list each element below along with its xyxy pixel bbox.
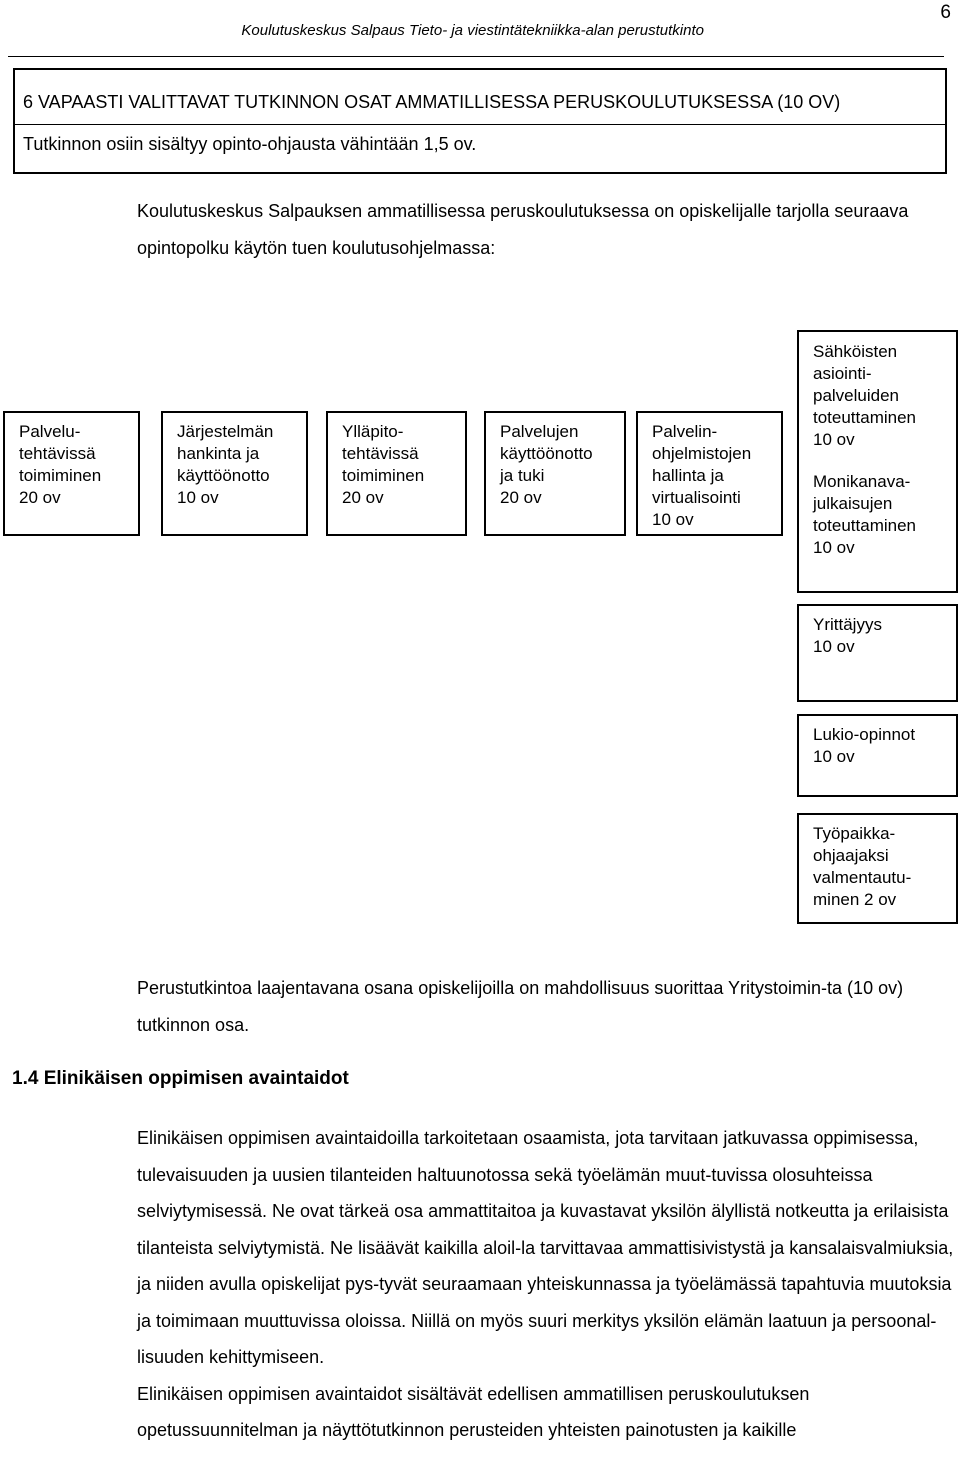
side-box-entrepreneurship [797, 604, 958, 702]
side-box-label: Yrittäjyys 10 ov [813, 615, 882, 656]
side-box-digital-services [797, 330, 958, 593]
section-subtitle: Tutkinnon osiin sisältyy opinto-ohjausta vähintään 1,5 ov. [23, 134, 477, 154]
intro-paragraph: Koulutuskeskus Salpauksen ammatillisessa peruskoulutuksessa on opiskelijalle tarjolla seuraava opintopolku käytön tuen koulutusohjelmassa: [137, 201, 909, 258]
running-header: Koulutuskeskus Salpaus Tieto- ja viestintätekniikka-alan perustutkinto [241, 22, 704, 39]
extension-note: Perustutkintoa laajentavana osana opiskelijoilla on mahdollisuus suorittaa Yritystoimin-ta (10 ov) tutkinnon osa. [137, 978, 904, 1035]
side-box-label: Työpaikka- ohjaajaksi valmentautu- minen 2 ov [813, 824, 912, 909]
side-box-label-bottom: Monikanava- julkaisujen toteuttaminen 10 ov [813, 472, 917, 557]
path-box-server-software [636, 411, 783, 536]
path-box-label: Palvelin- ohjelmistojen hallinta ja virtualisointi 10 ov [652, 422, 752, 529]
body-paragraph: Elinikäisen oppimisen avaintaidot sisältävät edellisen ammatillisen peruskoulutuksen opetussuunnitelman ja näyttötutkinnon perusteiden yhteisten painotusten ja kaikille [137, 1383, 810, 1440]
side-box-upper-secondary [797, 714, 958, 797]
side-box-workplace-instructor [797, 813, 958, 924]
path-box-maintenance-tasks [326, 411, 467, 536]
section-box [13, 68, 947, 174]
page-number: 6 [940, 2, 951, 23]
path-box-label: Järjestelmän hankinta ja käyttöönotto 10 ov [177, 422, 274, 507]
path-box-label: Ylläpito- tehtävissä toimiminen 20 ov [342, 422, 425, 507]
side-box-label-top: Sähköisten asiointi- palveluiden toteuttaminen 10 ov [813, 342, 917, 449]
header-rule [8, 56, 944, 57]
section-title: 6 VAPAASTI VALITTAVAT TUTKINNON OSAT AMMATILLISESSA PERUSKOULUTUKSESSA (10 OV) [23, 92, 841, 112]
side-box-label: Lukio-opinnot 10 ov [813, 725, 916, 766]
path-box-system-procurement [161, 411, 308, 536]
path-box-service-deployment [484, 411, 626, 536]
body-paragraph: Elinikäisen oppimisen avaintaidoilla tarkoitetaan osaamista, jota tarvitaan jatkuvassa oppimisessa, tulevaisuuden ja uusien tilanteiden haltuunotossa sekä työelämän muut-tuvissa olosuhteissa selviytymisessä. Ne ovat tärkeä osa ammattitaitoa ja kuvastavat yksilön älyllistä notkeutta ja erilaisista tilanteista selviytymistä. Ne lisäävät kaikilla aloil-la tarvittavaa ammattisivistystä ja kansalaisvalmiuksia, ja niiden avulla opiskelijat pys-tyvät seuraamaan yhteiskunnassa ja työelämässä tapahtuvia muutoksia ja toimimaan muuttuvissa oloissa. Niillä on myös suuri merkitys yksilön elämän laatuun ja persoonal-lisuuden kehittymiseen. [137, 1128, 954, 1367]
path-box-label: Palvelujen käyttöönotto ja tuki 20 ov [500, 422, 593, 507]
section-heading: 1.4 Elinikäisen oppimisen avaintaidot [12, 1068, 349, 1089]
path-box-label: Palvelu- tehtävissä toimiminen 20 ov [19, 422, 102, 507]
path-box-service-tasks [3, 411, 140, 536]
section-divider [15, 124, 945, 125]
body-text [137, 1120, 957, 1449]
